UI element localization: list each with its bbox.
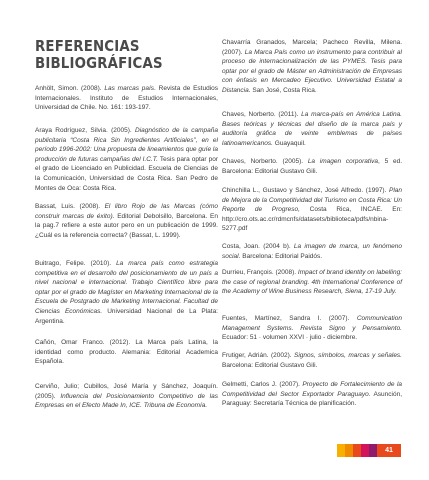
reference-entry: Araya Rodríguez, Silvia. (2005). Diagnóstico de la campaña publicitaria “Costa Rica Sin Ingredientes Artificiales”, en el período 1996-2002: Una propuesta de lineamientos que guíe la producción de futuras campañas del I.C.T. Tesis para optar por el grado de Licenciado en Publicidad. Escuela de Ciencias de la Comunicación, Universidad de Costa Rica. San Pedro de Montes de Oca: Costa Rica. bbox=[35, 127, 218, 192]
page-color-bar bbox=[337, 444, 377, 457]
reference-entry: Chavarría Granados, Marcela; Pacheco Revilla, Milena. (2007). La Marca País como un instrumento para contribuir al proceso de internacionalización de las PYMES. Tesis para optar por el grado de Máster en Administración de Empresas con énfasis en Mercadeo Ejecutivo. Universidad Estatal a Distancia. San José, Costa Rica. bbox=[222, 39, 402, 94]
color-bar-segment bbox=[337, 444, 345, 457]
reference-entry: Cerviño, Julio; Cubillos, José María y Sánchez, Joaquín. (2005). Influencia del Posicionamiento Competitivo de las Empresas en el Efecto Made In, ICE. Tribuna de Economía. bbox=[35, 383, 218, 410]
reference-entry: Cañón, Omar Franco. (2012). La Marca país Latina, la identidad como producto. Alemania: Editorial Academica Española. bbox=[35, 339, 218, 366]
reference-entry: Chaves, Norberto. (2011). La marca-país en América Latina. Bases teóricas y técnicas del diseño de la marca país y auditoría gráfica de veinte emblemas de países latinoamericanos. Guayaquil. bbox=[222, 111, 402, 147]
reference-entry: Durrieu, François. (2008). Impact of brand identity on labelling: the case of regional branding. 4th International Conference of the Academy of Wine Business Research, Siena, 17-19 July. bbox=[222, 269, 402, 296]
color-bar-segment bbox=[361, 444, 369, 457]
reference-entry: Gelmetti, Carlos J. (2007). Proyecto de Fortalecimiento de la Competitividad del Sector Exportador Paraguayo. Asunción, Paraguay: Secretaría Técnica de planificación. bbox=[222, 381, 402, 408]
heading-line-1: REFERENCIAS bbox=[35, 37, 140, 55]
section-heading bbox=[35, 38, 192, 72]
reference-entry: Anhölt, Simon. (2008). Las marcas país. Revista de Estudios Internacionales. Instituto de Estudios Internacionales, Universidad de Chile. No. 161: 193-197. bbox=[35, 85, 219, 112]
reference-entry: Costa, Joan. (2004 b). La imagen de marca, un fenómeno social. Barcelona: Editorial Paidós. bbox=[222, 243, 402, 260]
page-number: 41 bbox=[377, 444, 401, 457]
reference-entry: Bassat, Luis. (2008). El libro Rojo de las Marcas (cómo construir marcas de éxito). Editorial Debolsillo, Barcelona. En la pag.7 refiere a este autor pero en un publicación de 1999. ¿Cuál es la referencia correcta? (Bassat, L. 1999). bbox=[35, 203, 218, 239]
reference-entry: Buitrago, Felipe. (2010). La marca país como estrategia competitiva en el desarrollo del posicionamiento de un país a nivel nacional e internacional. Trabajo Científico libre para optar por el grado de Magíster en Marketing Internacional de la Escuela de Postgrado de Marketing Internacional. Facultad de Ciencias Económicas. Universidad Nacional de La Plata: Argentina. bbox=[35, 260, 218, 325]
reference-entry: Fuentes, Martínez, Sandra I. (2007). Communication Management Systems. Revista Signo y Pensamiento. Ecuador: 51 · volumen XXVI · julio - diciembre. bbox=[222, 315, 402, 342]
color-bar-segment bbox=[345, 444, 353, 457]
color-bar-segment bbox=[369, 444, 377, 457]
reference-entry: Chinchilla L., Gustavo y Sánchez, José Alfredo. (1997). Plan de Mejora de la Competitividad del Turismo en Costa Rica: Un Reporte de Progreso, Costa Rica, INCAE. En: http://cro.ots.ac.cr/rdmcnfs/datasets/biblioteca/pdfs/nbina-5277.pdf bbox=[222, 187, 402, 233]
color-bar-segment bbox=[353, 444, 361, 457]
reference-entry: Chaves, Norberto. (2005). La imagen corporativa, 5 ed. Barcelona: Editorial Gustavo Gili. bbox=[222, 158, 402, 175]
reference-entry: Frutiger, Adrián. (2002). Signos, símbolos, marcas y señales. Barcelona: Editorial Gustavo Gili. bbox=[222, 352, 402, 369]
heading-line-2: BIBLIOGRÁFICAS bbox=[35, 54, 163, 72]
